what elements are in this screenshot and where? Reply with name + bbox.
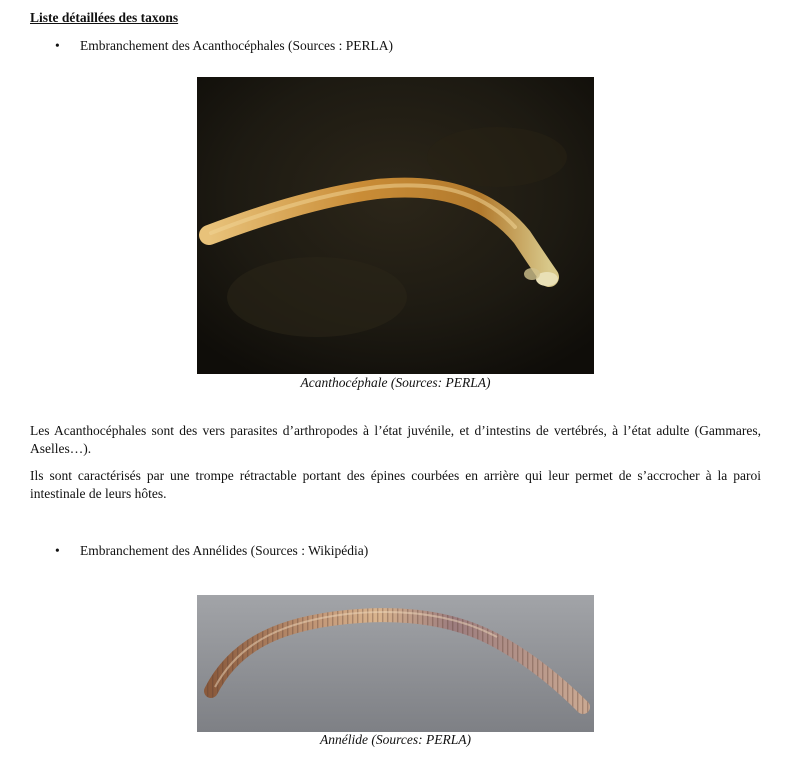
bullet-icon: • — [55, 543, 60, 558]
section-title-text: Embranchement des Acanthocéphales (Sources : PERLA) — [80, 38, 394, 53]
section-annelides-title — [55, 543, 368, 559]
annelide-figure — [197, 595, 594, 747]
figure-caption: Acanthocéphale (Sources: PERLA) — [300, 375, 491, 390]
acanthocephale-photo — [197, 77, 594, 374]
acanthocephale-figure — [197, 77, 594, 390]
document-heading: Liste détaillées des taxons — [30, 10, 179, 25]
paragraph-acanthocephales-characteristics: Ils sont caractérisés par une trompe rétractable portant des épines courbées en arrière qui leur permet de s’accrocher à la paroi intestinale de leurs hôtes. — [30, 468, 761, 501]
paragraph-acanthocephales-description: Les Acanthocéphales sont des vers parasites d’arthropodes à l’état juvénile, et d’intestins de vertébrés, à l’état adulte (Gammares, Aselles…). — [30, 423, 761, 456]
bullet-icon: • — [55, 38, 60, 53]
section-acanthocephales-title — [55, 38, 393, 54]
figure-caption: Annélide (Sources: PERLA) — [320, 732, 471, 747]
section-title-text: Embranchement des Annélides (Sources : Wikipédia) — [80, 543, 369, 558]
annelide-photo — [197, 595, 594, 732]
